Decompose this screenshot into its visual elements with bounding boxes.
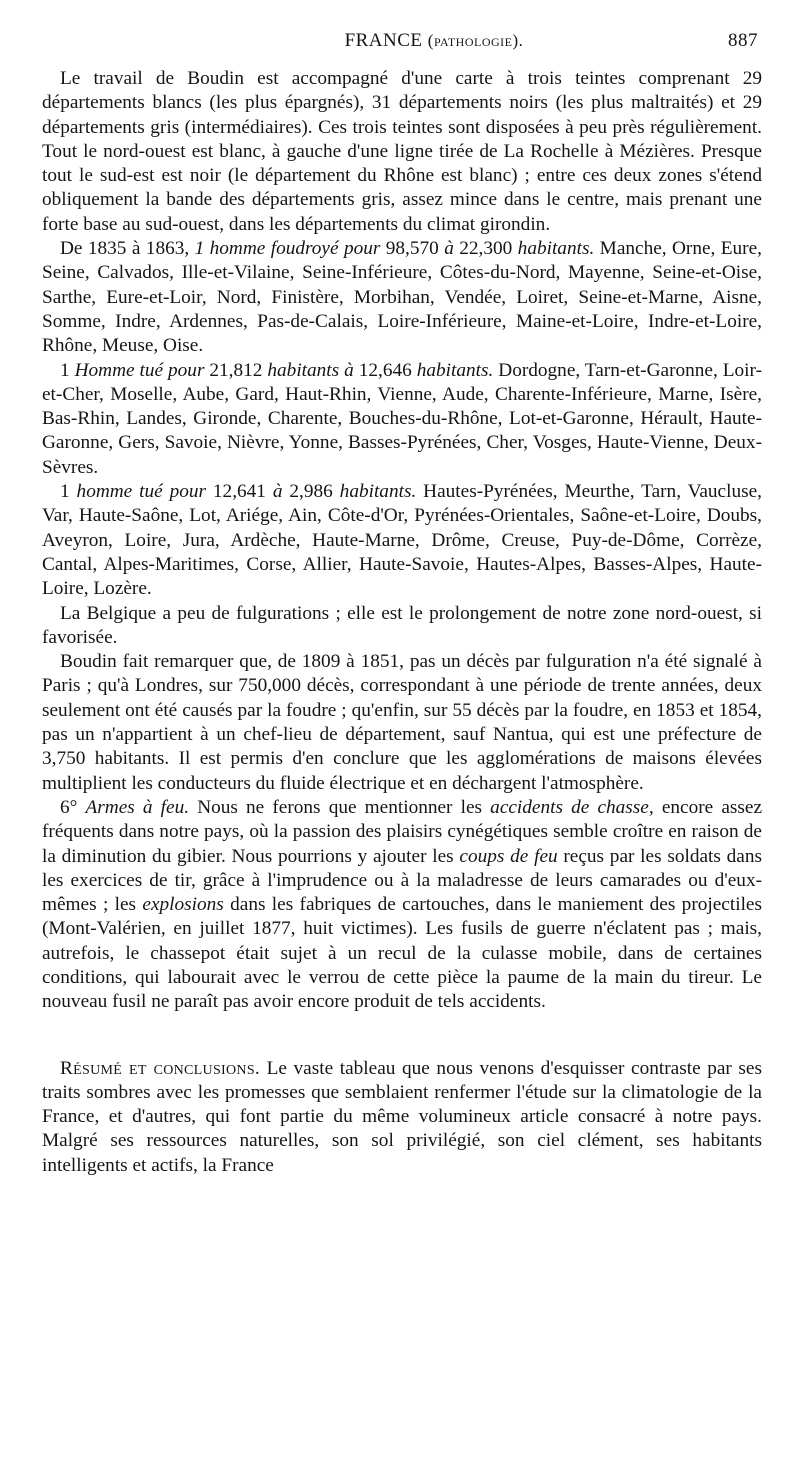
text-run: encore assez fréquents dans notre pays, où la passion des plaisirs cynégétiques semble croître en raison de la diminution du gibier. Nous pourrions y ajouter les xyxy=(42,796,763,867)
text-run: Manche, Orne, Eure, Seine, Calvados, Ille-et-Vilaine, Seine-Inférieure, Côtes-du-Nord, Mayenne, Seine-et-Oise, Sarthe, Eure-et-Loir, Nord, Finistère, Morbihan, Vendée, Loiret, Seine-et-Marne, Aisne, Somme, Indre, Ardennes, Pas-de-Calais, Loire-Inférieure, Maine-et-Loire, Indre-et-Loire, Rhône, Meuse, Oise. xyxy=(42,238,762,357)
header-title-group xyxy=(100,28,728,54)
text-run: 98,570 xyxy=(380,238,445,260)
text-run: 22,300 xyxy=(453,238,518,260)
text-run: 6° xyxy=(60,796,86,818)
paragraph-boudin-map xyxy=(42,67,762,237)
text-run: 1 xyxy=(60,481,77,503)
italic-run: homme tué pour xyxy=(76,481,207,503)
paragraph-text: Boudin fait remarquer que, de 1809 à 1851, pas un décès par fulguration n'a été signalé à Paris ; qu'à Londres, sur 750,000 décès, correspondant à une période de trente années, deux seulement ont été causés par la foudre ; qu'enfin, sur 55 décès par la foudre, en 1853 et 1854, pas un n'appartient à un chef-lieu de département, sauf Nantua, qui est une préfecture de 3,750 habitants. Il est permis d'en conclure que les agglomérations de maisons élevées multiplient les conducteurs du fluide électrique et en déchargent l'atmosphère. xyxy=(42,651,762,794)
paragraph-group-2 xyxy=(42,359,762,480)
text-run: 2,986 xyxy=(282,481,340,503)
paragraph-text: Le travail de Boudin est accompagné d'une carte à trois teintes comprenant 29 départements blancs (les plus épargnés), 31 départements noirs (les plus maltraités) et 29 départements gris (intermédiaires). Ces trois teintes sont disposées à peu près régulièrement. Tout le nord-ouest est blanc, à gauche d'une ligne tirée de La Rochelle à Mézières. Presque tout le sud-est est noir (le département du Rhône est blanc) ; entre ces deux zones s'étend obliquement la bande des départements gris, assez mince dans le centre, mais prenant une forte base au sud-ouest, dans les départements du climat girondin. xyxy=(42,68,762,235)
paragraph-text: La Belgique a peu de fulgurations ; elle est le prolongement de notre zone nord-ouest, si favorisée. xyxy=(42,602,762,648)
italic-run: habitants à xyxy=(267,359,354,381)
text-run: 12,641 xyxy=(206,481,273,503)
paragraph-group-3 xyxy=(42,480,762,601)
italic-run: à xyxy=(272,481,283,503)
header-title: FRANCE xyxy=(344,30,423,51)
paragraph-belgique xyxy=(42,602,762,651)
header-subtitle: (pathologie). xyxy=(427,31,524,50)
paragraph-resume xyxy=(42,1057,762,1178)
text-run: Dordogne, Tarn-et-Garonne, Loir-et-Cher, Moselle, Aube, Gard, Haut-Rhin, Vienne, Aude, Charente-Inférieure, Marne, Isère, Bas-Rhin, Landes, Gironde, Charente, Bouches-du-Rhône, Lot-et-Garonne, Hérault, Haute-Garonne, Gers, Savoie, Nièvre, Yonne, Basses-Pyrénées, Cher, Vosges, Haute-Vienne, Deux-Sèvres. xyxy=(42,359,762,478)
text-run: De 1835 à 1863, xyxy=(60,238,195,260)
italic-run: coups de feu xyxy=(459,845,558,867)
italic-run: habitants. xyxy=(517,238,595,260)
italic-run: habitants. xyxy=(416,359,494,381)
text-run: Nous ne ferons que mentionner les xyxy=(189,796,491,818)
text-run: 12,646 xyxy=(353,359,417,381)
page-number: 887 xyxy=(728,30,758,51)
italic-run: explosions xyxy=(142,894,224,916)
text-run: reçus par les soldats dans les exercices de tir, grâce à l'imprudence ou à la maladresse de leurs camarades ou d'eux-mêmes ; les xyxy=(42,845,762,916)
italic-run: à xyxy=(444,238,454,260)
running-header xyxy=(60,28,758,54)
paragraph-armes-a-feu xyxy=(42,796,762,1015)
italic-run: Homme tué pour xyxy=(74,359,205,381)
italic-run: Armes à feu. xyxy=(85,796,190,818)
text-run: 21,812 xyxy=(204,359,268,381)
italic-run: 1 homme foudroyé pour xyxy=(194,238,381,260)
paragraph-boudin-remarque xyxy=(42,650,762,796)
italic-run: habitants. xyxy=(339,481,417,503)
body-text xyxy=(42,67,762,1178)
paragraph-text: Le vaste tableau que nous venons d'esquisser contraste par ses traits sombres avec les promesses que semblaient renfermer l'étude sur la climatologie de la France, et d'autres, qui font partie du même volumineux article consacré à notre pays. Malgré ses ressources naturelles, son sol privilégié, son ciel clément, ses habitants intelligents et actifs, la France xyxy=(42,1057,762,1176)
section-heading: Résumé et conclusions. xyxy=(60,1057,261,1079)
text-run: 1 xyxy=(60,359,75,381)
paragraph-group-1 xyxy=(42,237,762,358)
text-run: dans les fabriques de cartouches, dans le maniement des projectiles (Mont-Valérien, en juillet 1877, huit victimes). Les fusils de guerre n'éclatent pas ; mais, autrefois, le chassepot était sujet à un recul de la culasse mobile, dans de certaines conditions, qui labourait avec le verrou de cette pièce la paume de la main du tireur. Le nouveau fusil ne paraît pas avoir encore produit de tels accidents. xyxy=(42,894,762,1013)
italic-run: accidents de chasse, xyxy=(490,796,654,818)
text-run: Hautes-Pyrénées, Meurthe, Tarn, Vaucluse, Var, Haute-Saône, Lot, Ariége, Ain, Côte-d'Or, Pyrénées-Orientales, Saône-et-Loire, Doubs, Aveyron, Loire, Jura, Ardèche, Haute-Marne, Drôme, Creuse, Puy-de-Dôme, Corrèze, Cantal, Alpes-Maritimes, Corse, Allier, Haute-Savoie, Hautes-Alpes, Basses-Alpes, Haute-Loire, Lozère. xyxy=(42,481,762,600)
